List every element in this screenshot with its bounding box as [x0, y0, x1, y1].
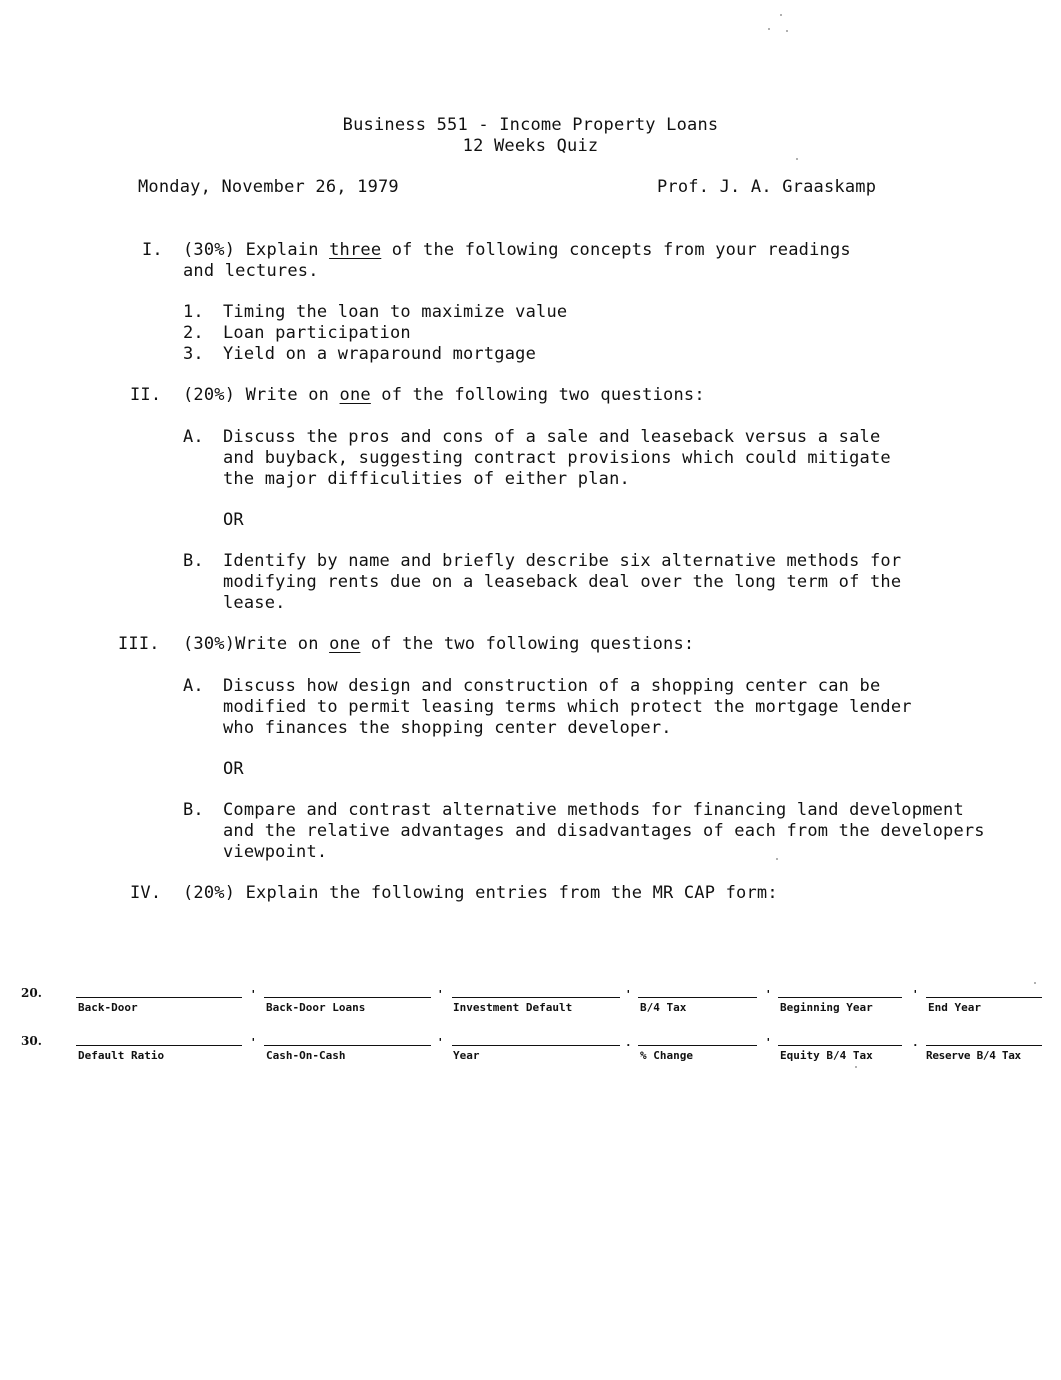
form-line: [778, 997, 902, 998]
separator-mark: ': [250, 1036, 257, 1049]
option-text: Discuss how design and construction of a shopping center can be: [223, 676, 881, 696]
scan-speck: [1034, 982, 1036, 984]
separator-mark: ': [437, 1036, 444, 1049]
scan-speck: [780, 14, 782, 16]
question-3-prompt-post: of the two following questions:: [360, 634, 695, 654]
option-text: modifying rents due on a leaseback deal over the long term of the: [223, 572, 902, 592]
option-text: modified to permit leasing terms which protect the mortgage lender: [223, 697, 912, 717]
form-field-label: % Change: [640, 1049, 693, 1062]
form-field-label: End Year: [928, 1001, 981, 1014]
form-line: [638, 997, 757, 998]
option-text: lease.: [223, 593, 286, 613]
form-row-number: 30.: [21, 1034, 42, 1048]
form-line: [926, 1045, 1042, 1046]
form-row-number: 20.: [21, 986, 42, 1000]
separator-mark: ': [437, 988, 444, 1001]
form-field-label: Cash-On-Cash: [266, 1049, 346, 1062]
list-item: Yield on a wraparound mortgage: [223, 344, 537, 364]
question-2-prompt-post: of the following two questions:: [370, 385, 705, 405]
or-separator: OR: [223, 759, 244, 779]
option-label: A.: [183, 427, 204, 447]
separator-mark: ': [765, 1036, 772, 1049]
list-item-number: 1.: [183, 302, 204, 322]
option-label: A.: [183, 676, 204, 696]
question-3-prompt-pre: (30%)Write on: [183, 634, 330, 654]
form-line: [778, 1045, 902, 1046]
question-1-prompt: [183, 240, 851, 261]
quiz-title: 12 Weeks Quiz: [462, 136, 599, 156]
separator-mark: ': [250, 988, 257, 1001]
question-1-prompt-post: of the following concepts from your readings: [381, 240, 851, 260]
form-field-label: Equity B/4 Tax: [780, 1049, 873, 1062]
question-3-emphasis: one: [329, 634, 361, 654]
form-field-label: B/4 Tax: [640, 1001, 687, 1014]
question-2-prompt-pre: (20%) Write on: [183, 385, 340, 405]
professor-name: Prof. J. A. Graaskamp: [657, 177, 877, 197]
scan-speck: [786, 30, 788, 32]
option-text: who finances the shopping center developer.: [223, 718, 672, 738]
form-line: [926, 997, 1042, 998]
option-text: Compare and contrast alternative methods for financing land development: [223, 800, 964, 820]
option-text: viewpoint.: [223, 842, 328, 862]
separator-mark: .: [625, 1036, 632, 1049]
form-field-label: Default Ratio: [78, 1049, 165, 1062]
question-3-numeral: III.: [118, 634, 160, 654]
scan-speck: [796, 158, 798, 160]
form-field-label: Year: [453, 1049, 480, 1062]
form-line: [452, 997, 620, 998]
question-2-numeral: II.: [130, 385, 162, 405]
separator-mark: ': [765, 988, 772, 1001]
question-1-prompt-pre: (30%) Explain: [183, 240, 330, 260]
scan-speck: [855, 1066, 857, 1068]
option-text: and buyback, suggesting contract provisions which could mitigate: [223, 448, 891, 468]
form-line: [76, 997, 242, 998]
form-line: [264, 997, 431, 998]
question-1-numeral: I.: [142, 240, 163, 260]
list-item: Timing the loan to maximize value: [223, 302, 568, 322]
option-label: B.: [183, 551, 204, 571]
question-4-prompt: (20%) Explain the following entries from the MR CAP form:: [183, 883, 778, 903]
or-separator: OR: [223, 510, 244, 530]
form-field-label: Reserve B/4 Tax: [926, 1049, 1021, 1062]
form-line: [76, 1045, 242, 1046]
scan-speck: [768, 28, 770, 30]
list-item: Loan participation: [223, 323, 411, 343]
question-1-emphasis: three: [329, 240, 382, 260]
option-label: B.: [183, 800, 204, 820]
list-item-number: 2.: [183, 323, 204, 343]
question-2-emphasis: one: [339, 385, 371, 405]
form-line: [452, 1045, 620, 1046]
scan-speck: [776, 858, 778, 860]
question-1-prompt-line2: and lectures.: [183, 261, 319, 281]
option-text: and the relative advantages and disadvantages of each from the developers: [223, 821, 985, 841]
separator-mark: ': [625, 988, 632, 1001]
question-2-prompt: [183, 385, 705, 406]
form-field-label: Investment Default: [453, 1001, 573, 1014]
form-line: [638, 1045, 757, 1046]
form-field-label: Back-Door: [78, 1001, 138, 1014]
option-text: Discuss the pros and cons of a sale and leaseback versus a sale: [223, 427, 881, 447]
option-text: Identify by name and briefly describe six alternative methods for: [223, 551, 902, 571]
exam-date: Monday, November 26, 1979: [138, 177, 399, 197]
question-4-numeral: IV.: [130, 883, 162, 903]
form-line: [264, 1045, 431, 1046]
option-text: the major difficulities of either plan.: [223, 469, 630, 489]
form-field-label: Beginning Year: [780, 1001, 873, 1014]
separator-mark: ': [912, 988, 919, 1001]
separator-mark: .: [912, 1036, 919, 1049]
list-item-number: 3.: [183, 344, 204, 364]
question-3-prompt: [183, 634, 694, 655]
course-title: Business 551 - Income Property Loans: [342, 115, 719, 135]
form-field-label: Back-Door Loans: [266, 1001, 366, 1014]
